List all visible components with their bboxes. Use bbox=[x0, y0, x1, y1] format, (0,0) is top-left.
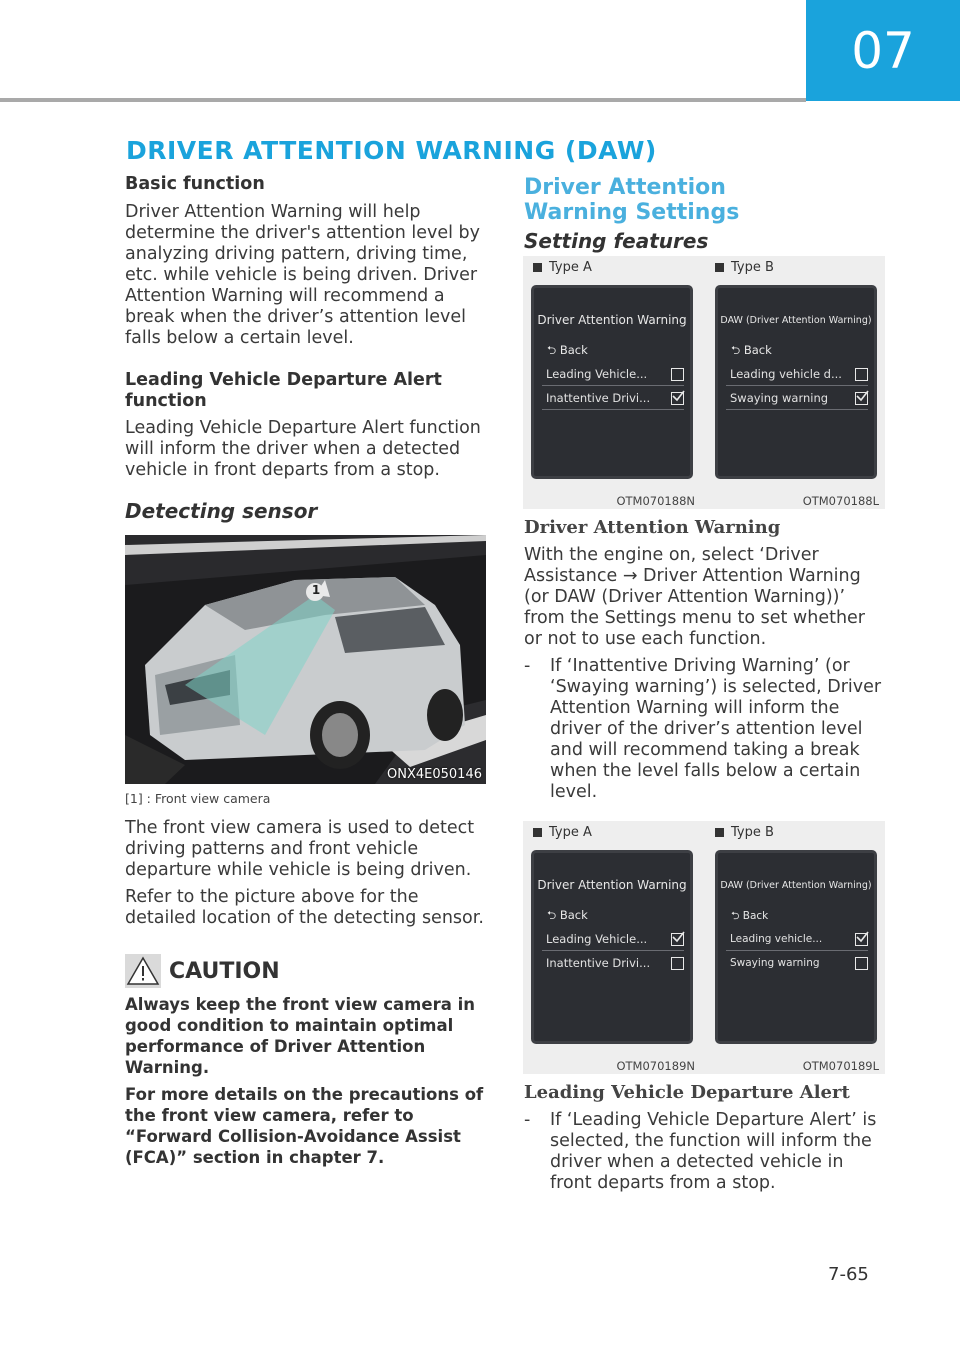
menu-row[interactable]: Inattentive Drivi... bbox=[542, 387, 684, 410]
section-title: DRIVER ATTENTION WARNING (DAW) bbox=[126, 136, 657, 165]
setting-features-heading: Setting features bbox=[524, 229, 709, 253]
daw-heading: Driver Attention Warning bbox=[524, 517, 781, 538]
caution-paragraph-1: Always keep the front view camera in good condition to maintain optimal performance of Driver Attention Warning. bbox=[125, 995, 475, 1077]
checkbox-checked[interactable] bbox=[855, 392, 868, 405]
callout-number: 1 bbox=[311, 583, 321, 597]
figure-code: OTM070189L bbox=[802, 1059, 879, 1073]
caution-body bbox=[125, 994, 485, 1168]
settings-heading-block bbox=[524, 175, 824, 253]
checkbox-checked[interactable] bbox=[855, 933, 868, 946]
back-icon: ⮌ bbox=[547, 908, 557, 922]
basic-function-text: Driver Attention Warning will help determine the driver's attention level by analyzing driving pattern, driving time, etc. while vehicle is being driven. Driver Attention Warning will recommend a break when the driver’s attention level falls below a certain level. bbox=[125, 202, 481, 348]
figure-caption: [1] : Front view camera bbox=[125, 791, 271, 806]
left-column-lower bbox=[125, 818, 487, 929]
check-icon bbox=[671, 389, 685, 403]
check-icon bbox=[671, 930, 685, 944]
front-camera-figure bbox=[125, 535, 486, 784]
menu-row[interactable]: Leading vehicle... bbox=[726, 928, 868, 951]
figure-code: OTM070188L bbox=[802, 494, 879, 508]
settings-panel-top bbox=[523, 256, 885, 509]
checkbox[interactable] bbox=[671, 957, 684, 970]
bullet-dash: - bbox=[524, 1110, 531, 1130]
camera-text: The front view camera is used to detect driving patterns and front vehicle departure while vehicle is being driven. bbox=[125, 818, 475, 880]
screen-type-b bbox=[715, 285, 877, 479]
menu-row[interactable]: Leading Vehicle... bbox=[542, 363, 684, 386]
back-button[interactable]: ⮌ Back bbox=[547, 908, 588, 922]
lvda-block bbox=[524, 1082, 886, 1194]
back-icon: ⮌ bbox=[731, 910, 740, 922]
daw-block bbox=[524, 517, 886, 803]
detecting-sensor-heading: Detecting sensor bbox=[125, 499, 318, 523]
panel-type-b-label: Type B bbox=[715, 825, 774, 840]
menu-row[interactable]: Inattentive Drivi... bbox=[542, 952, 684, 974]
page-number: 7-65 bbox=[828, 1264, 869, 1285]
daw-text: With the engine on, select ‘Driver Assistance → Driver Attention Warning (or DAW (Driver Attention Warning))’ from the Settings menu to set whether or not to use each function. bbox=[524, 545, 865, 649]
left-column bbox=[125, 174, 487, 523]
panel-type-a-label: Type A bbox=[533, 825, 592, 840]
menu-row[interactable]: Swaying warning bbox=[726, 387, 868, 410]
panel-type-a-label: Type A bbox=[533, 260, 592, 275]
settings-panel-bottom bbox=[523, 821, 885, 1074]
figure-code: OTM070188N bbox=[616, 494, 695, 508]
figure-code: ONX4E050146 bbox=[387, 767, 482, 782]
screen-type-a bbox=[531, 285, 693, 479]
figure-code: OTM070189N bbox=[616, 1059, 695, 1073]
lvda-function-text: Leading Vehicle Departure Alert function will inform the driver when a detected vehicle in front departs from a stop. bbox=[125, 418, 481, 480]
basic-function-heading: Basic function bbox=[125, 174, 265, 194]
warning-triangle-icon bbox=[125, 954, 161, 988]
checkbox[interactable] bbox=[671, 368, 684, 381]
checkbox-checked[interactable] bbox=[671, 392, 684, 405]
caution-label: CAUTION bbox=[169, 958, 280, 984]
lvda-function-heading: Leading Vehicle Departure Alert function bbox=[125, 370, 442, 411]
menu-row[interactable]: Leading Vehicle... bbox=[542, 928, 684, 951]
screen-type-b bbox=[715, 850, 877, 1044]
screen-title: Driver Attention Warning bbox=[537, 313, 687, 327]
refer-text: Refer to the picture above for the detailed location of the detecting sensor. bbox=[125, 887, 484, 928]
back-icon: ⮌ bbox=[731, 343, 741, 357]
screen-title: DAW (Driver Attention Warning) bbox=[720, 315, 872, 326]
back-button[interactable]: ⮌ Back bbox=[731, 343, 772, 357]
checkbox[interactable] bbox=[855, 957, 868, 970]
screen-title: DAW (Driver Attention Warning) bbox=[720, 880, 872, 891]
settings-heading: Driver Attention Warning Settings bbox=[524, 175, 740, 225]
chapter-number: 07 bbox=[806, 0, 960, 101]
menu-row[interactable]: Swaying warning bbox=[726, 952, 868, 974]
back-button[interactable]: ⮌ Back bbox=[547, 343, 588, 357]
screen-type-a bbox=[531, 850, 693, 1044]
menu-row[interactable]: Leading vehicle d... bbox=[726, 363, 868, 386]
checkbox[interactable] bbox=[855, 368, 868, 381]
back-button[interactable]: ⮌ Back bbox=[731, 910, 769, 922]
header-rule bbox=[0, 98, 806, 102]
lvda-settings-heading: Leading Vehicle Departure Alert bbox=[524, 1082, 850, 1103]
daw-bullet-text: If ‘Inattentive Driving Warning’ (or ‘Swaying warning’) is selected, Driver Attention Warning will inform the driver of the driver’s attention level and will recommend taking a break when the level falls below a certain level. bbox=[550, 656, 882, 802]
bullet-dash: - bbox=[524, 656, 531, 676]
screen-title: Driver Attention Warning bbox=[537, 878, 687, 892]
caution-paragraph-2: For more details on the precautions of the front view camera, refer to “Forward Collision-Avoidance Assist (FCA)” section in chapter 7. bbox=[125, 1085, 484, 1167]
panel-type-b-label: Type B bbox=[715, 260, 774, 275]
check-icon bbox=[855, 930, 869, 944]
car-illustration bbox=[125, 535, 486, 784]
caution-header bbox=[125, 954, 485, 988]
back-icon: ⮌ bbox=[547, 343, 557, 357]
lvda-bullet-text: If ‘Leading Vehicle Departure Alert’ is selected, the function will inform the driver when a detected vehicle in front departs from a stop. bbox=[550, 1110, 877, 1193]
lvda-bullet bbox=[524, 1110, 886, 1194]
checkbox-checked[interactable] bbox=[671, 933, 684, 946]
check-icon bbox=[855, 389, 869, 403]
daw-bullet bbox=[524, 656, 886, 803]
